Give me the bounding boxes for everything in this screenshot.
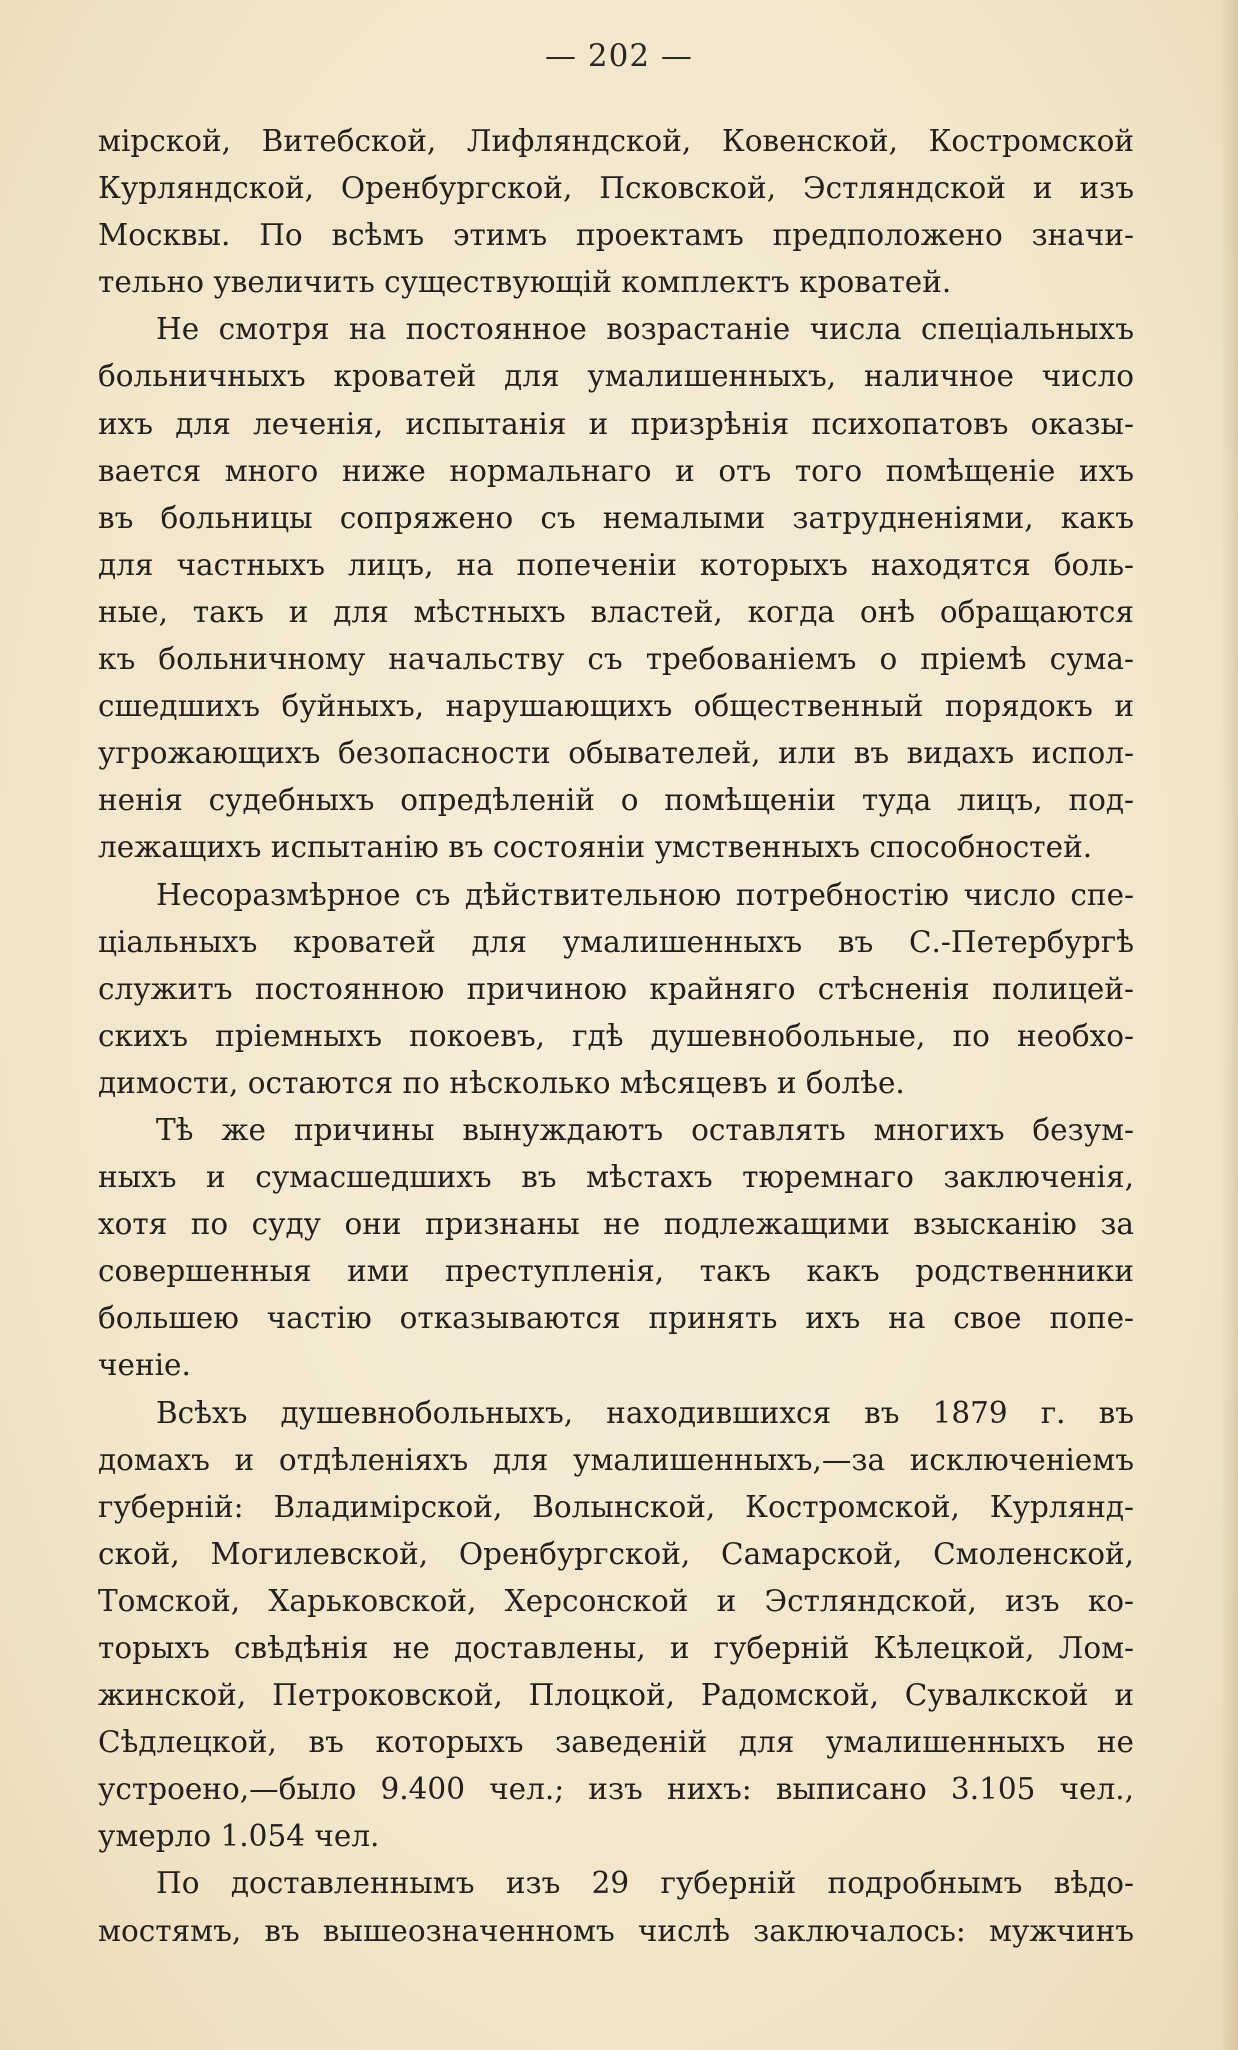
text-line: Тѣ же причины вынуждаютъ оставлять многихъ безум- bbox=[156, 1112, 1134, 1147]
text-line: угрожающихъ безопасности обывателей, или въ видахъ испол- bbox=[98, 736, 1134, 771]
text-line: хотя по суду они признаны не подлежащими взысканію за bbox=[98, 1207, 1134, 1242]
paragraph bbox=[98, 306, 1134, 871]
text-line: Москвы. По всѣмъ этимъ проектамъ предположено значи- bbox=[98, 218, 1134, 253]
body-text bbox=[98, 118, 1134, 1955]
text-line: губерній: Владимірской, Волынской, Костромской, Курлянд- bbox=[98, 1489, 1134, 1524]
text-line: тельно увеличить существующій комплектъ кроватей. bbox=[98, 265, 952, 300]
text-line: Курляндской, Оренбургской, Псковской, Эстляндской и изъ bbox=[98, 171, 1134, 206]
text-line: устроено,—было 9.400 чел.; изъ нихъ: выписано 3.105 чел., bbox=[98, 1772, 1134, 1807]
page-edge-shadow bbox=[1220, 0, 1238, 2050]
text-line: ихъ для леченія, испытанія и призрѣнія психопатовъ оказы- bbox=[98, 406, 1134, 441]
page-number: — 202 — bbox=[545, 38, 693, 74]
text-line: торыхъ свѣдѣнія не доставлены, и губерній Кѣлецкой, Лом- bbox=[98, 1631, 1134, 1665]
paragraph bbox=[98, 1860, 1134, 1954]
paragraph bbox=[98, 872, 1134, 1107]
text-line: лежащихъ испытанію въ состояніи умственныхъ способностей. bbox=[98, 830, 1093, 865]
text-line: для частныхъ лицъ, на попеченіи которыхъ находятся боль- bbox=[98, 547, 1134, 582]
text-line: димости, остаются по нѣсколько мѣсяцевъ и болѣе. bbox=[98, 1065, 905, 1100]
text-line: ской, Могилевской, Оренбургской, Самарской, Смоленской, bbox=[98, 1536, 1134, 1571]
text-line: Всѣхъ душевнобольныхъ, находившихся въ 1879 г. въ bbox=[156, 1395, 1134, 1430]
text-line: умерло 1.054 чел. bbox=[98, 1819, 380, 1854]
text-line: ціальныхъ кроватей для умалишенныхъ въ С.-Петербургѣ bbox=[98, 924, 1134, 959]
text-line: По доставленнымъ изъ 29 губерній подробнымъ вѣдо- bbox=[156, 1866, 1134, 1901]
text-line: домахъ и отдѣленіяхъ для умалишенныхъ,—за исключеніемъ bbox=[98, 1442, 1134, 1477]
text-line: Сѣдлецкой, въ которыхъ заведеній для умалишенныхъ не bbox=[98, 1725, 1134, 1760]
paragraph bbox=[98, 1390, 1134, 1861]
text-line: большею частію отказываются принять ихъ на свое попе- bbox=[98, 1301, 1134, 1336]
text-line: сшедшихъ буйныхъ, нарушающихъ общественный порядокъ и bbox=[98, 689, 1134, 724]
text-line: больничныхъ кроватей для умалишенныхъ, наличное число bbox=[98, 359, 1134, 394]
text-line: Не смотря на постоянное возрастаніе числа спеціальныхъ bbox=[156, 312, 1134, 347]
text-line: въ больницы сопряжено съ немалыми затрудненіями, какъ bbox=[98, 500, 1134, 535]
text-line: ные, такъ и для мѣстныхъ властей, когда онѣ обращаются bbox=[98, 594, 1134, 629]
text-line: мостямъ, въ вышеозначенномъ числѣ заключалось: мужчинъ bbox=[98, 1913, 1134, 1948]
paragraph bbox=[98, 118, 1134, 306]
text-line: мірской, Витебской, Лифляндской, Ковенской, Костромской bbox=[98, 124, 1134, 158]
text-line: скихъ пріемныхъ покоевъ, гдѣ душевнобольные, по необхо- bbox=[98, 1018, 1134, 1053]
text-line: вается много ниже нормальнаго и отъ того помѣщеніе ихъ bbox=[98, 453, 1134, 488]
paragraph bbox=[98, 1107, 1134, 1390]
text-line: жинской, Петроковской, Плоцкой, Радомской, Сувалкской и bbox=[98, 1678, 1134, 1713]
text-line: ненія судебныхъ опредѣленій о помѣщеніи туда лицъ, под- bbox=[98, 783, 1134, 818]
text-line: служитъ постоянною причиною крайняго стѣсненія полицей- bbox=[98, 971, 1134, 1006]
text-line: ченіе. bbox=[98, 1348, 191, 1383]
text-line: Томской, Харьковской, Херсонской и Эстляндской, изъ ко- bbox=[98, 1583, 1134, 1618]
text-line: совершенныя ими преступленія, такъ какъ родственники bbox=[98, 1254, 1134, 1289]
text-line: къ больничному начальству съ требованіемъ о пріемѣ сума- bbox=[98, 642, 1134, 677]
text-line: ныхъ и сумасшедшихъ въ мѣстахъ тюремнаго заключенія, bbox=[98, 1160, 1134, 1195]
text-line: Несоразмѣрное съ дѣйствительною потребностію число спе- bbox=[156, 877, 1134, 912]
